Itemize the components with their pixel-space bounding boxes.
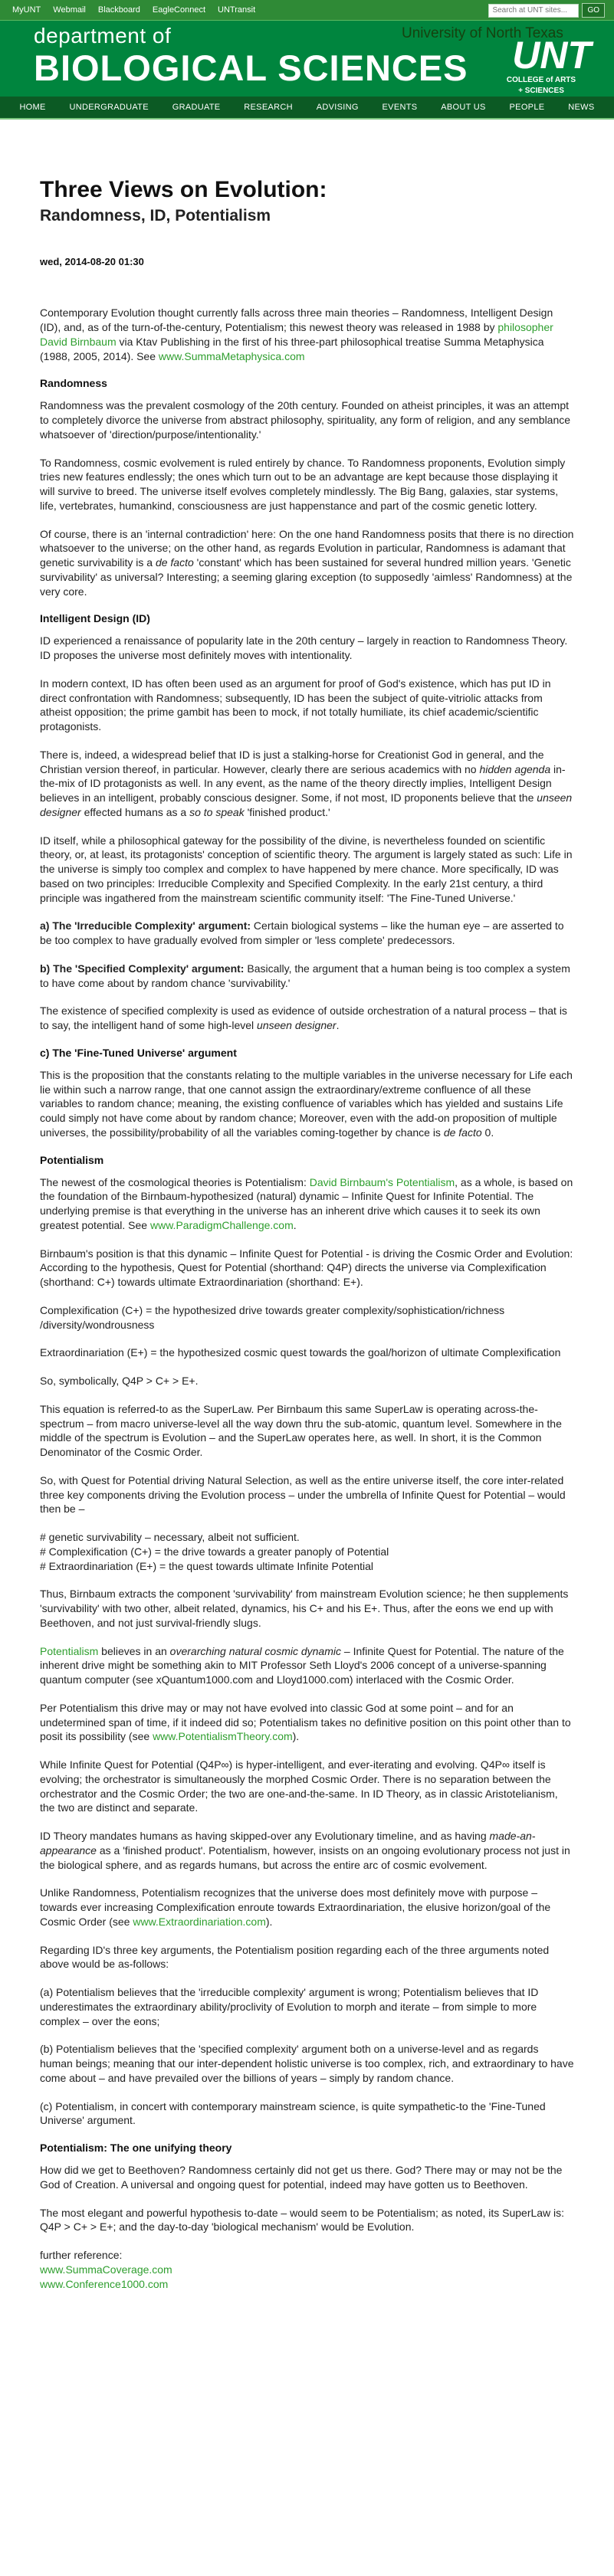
- paragraph: So, with Quest for Potential driving Natural Selection, as well as the entire universe itself, the core inter-related three key components driving the Evolution process – under the umbrella of Infinite Quest for Potential – would then be –: [40, 1473, 566, 1516]
- utility-link-untransit[interactable]: UNTransit: [218, 5, 256, 15]
- paragraph: ID itself, while a philosophical gateway for the possibility of the divine, is nevertheless founded on scientific theory, or, at least, its protagonists' conception of scientific theory. The argument is largely stated as such: Life in the universe is simply too complex and complex to have happened by mere chance. More specifically, ID was based on two principles: Irreducible Complexity and Specified Complexity. In the early 21st century, a third principle was ingathered from the mainstream scientific community itself: 'The Fine-Tuned Universe.': [40, 834, 573, 904]
- utility-links: [8, 4, 260, 16]
- paragraph: The most elegant and powerful hypothesis to-date – would seem to be Potentialism; as noted, its SuperLaw is: Q4P > C+ > E+; and the day-to-day 'biological mechanism' would be Evolution.: [40, 2206, 565, 2234]
- reference-link[interactable]: www.Conference1000.com: [40, 2277, 169, 2290]
- potentialism-link[interactable]: Potentialism: [40, 1644, 99, 1657]
- extraordinariation-link[interactable]: www.Extraordinariation.com: [133, 1915, 266, 1928]
- philosopher-link[interactable]: philosopher David Birnbaum: [40, 321, 553, 348]
- nav-undergraduate[interactable]: UNDERGRADUATE: [69, 103, 149, 112]
- page-subtitle: Randomness, ID, Potentialism: [40, 207, 271, 225]
- paragraph: There is, indeed, a widespread belief that ID is just a stalking-horse for Creationist God in general, and the Christian version thereof, in particular. However, clearly there are serious academics with no hidden agenda in-the-mix of ID protagonists as well. In any event, as the name of the theory directly implies, Intelligent Design believes in an intelligent, probably conscious designer. Some, if not most, ID proponents believe that the unseen designer effected humans as a so to speak 'finished product.': [40, 748, 573, 818]
- reference-item: [40, 2277, 574, 2292]
- nav-news[interactable]: NEWS: [568, 103, 595, 112]
- paragraph: In modern context, ID has often been used as an argument for proof of God's existence, which has put ID in direct confrontation with Randomness; subsequently, ID has been the subject of quite-vitriolic attacks from atheist opposition; the prime gambit has been to mock, if not totally humiliate, its chief academic/scientific protagonists.: [40, 677, 551, 733]
- university-name[interactable]: University of North Texas: [402, 25, 563, 41]
- search-box: [488, 3, 605, 18]
- page-title: Three Views on Evolution:: [40, 177, 327, 202]
- utility-link-blackboard[interactable]: Blackboard: [97, 5, 140, 15]
- site-header: [0, 20, 614, 97]
- unt-logo-letters: UNT: [512, 34, 591, 77]
- nav-research[interactable]: RESEARCH: [244, 103, 293, 112]
- paragraph: ID Theory mandates humans as having skipped-over any Evolutionary timeline, and as having made-an-appearance as a 'finished product'. Potentialism, however, insists on an ongoing evolutionary process not just in the biological sphere, and as regards humans, but across the entire arc of cosmic evolvement.: [40, 1830, 570, 1871]
- department-label: department of: [34, 24, 172, 48]
- post-date: wed, 2014-08-20 01:30: [40, 256, 144, 268]
- nav-advising[interactable]: ADVISING: [316, 103, 359, 112]
- paragraph: How did we get to Beethoven? Randomness certainly did not get us there. God? There may or may not be the God of Creation. A universal and ongoing quest for potential, indeed may have gotten us to Beethoven.: [40, 2164, 563, 2191]
- main-navigation: [0, 97, 614, 120]
- paragraph: This is the proposition that the constants relating to the multiple variables in the universe necessary for Life each lie within such a narrow range, that one cannot assign the extraordinary/extreme confluence of all these variables to random chance; meaning, the existing confluence of variables which has yielded and sustains Life could simply not have come about by random chance; Moreover, even with the add-on proposition of multiple universes, the possibility/probability of all the variables coming-together by chance is de facto 0.: [40, 1068, 573, 1139]
- utility-link-myunt[interactable]: MyUNT: [12, 5, 41, 15]
- unt-logo[interactable]: [491, 36, 591, 96]
- paragraph: Complexification (C+) = the hypothesized drive towards greater complexity/sophistication/richness /diversity/wondrousness: [40, 1303, 505, 1331]
- paragraph: Thus, Birnbaum extracts the component 'survivability' from mainstream Evolution science; he then supplements 'survivability' with two other, albeit related, dynamics, his C+ and his E+. Thus, after the eons we end up with Beethoven, and not just survival-friendly slugs.: [40, 1588, 569, 1629]
- paragraph: Per Potentialism this drive may or may not have evolved into classic God at some point – and for an undetermined span of time, if it indeed did so; Potentialism takes no definitive position on this point other than to posit its possibility (see www.PotentialismTheory.com).: [40, 1701, 571, 1743]
- further-reference: [40, 2248, 574, 2291]
- further-reference-label: further reference:: [40, 2249, 123, 2262]
- search-input[interactable]: [488, 4, 579, 18]
- paragraph: This equation is referred-to as the SuperLaw. Per Birnbaum this same SuperLaw is operating across-the-spectrum – from macro universe-level all the way down thru the sub-atomic, quantum level. Somewhere in the middle of the spectrum is Evolution – and the SuperLaw operates here, as well. In short, it is the Common Denominator of the Cosmic Order.: [40, 1402, 562, 1459]
- paragraph: Of course, there is an 'internal contradiction' here: On the one hand Randomness posits that there is no direction whatsoever to the universe; on the other hand, as regards Evolution in particular, Randomness is adamant that genetic survivability is a de facto 'constant' which has been sustained for several hundred million years. 'Genetic survivability' as universal? Interesting; a seeming glaring exception (to supposedly 'aimless' Randomness) at the very core.: [40, 527, 574, 598]
- article: [0, 120, 614, 2322]
- paragraph: So, symbolically, Q4P > C+ > E+.: [40, 1375, 199, 1388]
- section-heading: Randomness: [40, 377, 107, 390]
- college-name-line2: + SCIENCES: [518, 87, 564, 95]
- reference-links: [40, 2263, 574, 2292]
- paragraph: Randomness was the prevalent cosmology of the 20th century. Founded on atheist principles, it was an attempt to completely divorce the universe from abstract philosophy, spirituality, any form of religion, and any semblance whatsoever of 'direction/purpose/intentionality.': [40, 399, 571, 441]
- utility-bar: [0, 0, 614, 20]
- paragraph: The newest of the cosmological theories is Potentialism: David Birnbaum's Potentialism, as a whole, is based on the foundation of the Birnbaum-hypothesized (natural) dynamic – Infinite Quest for Infinite Potential. The underlying premise is that everything in the universe has an inherent drive which causes it to seek its own greatest potential. See www.ParadigmChallenge.com.: [40, 1175, 573, 1231]
- nav-home[interactable]: HOME: [19, 103, 46, 112]
- article-body: [40, 306, 574, 2234]
- paragraph: ID experienced a renaissance of popularity late in the 20th century – largely in reaction to Randomness Theory. ID proposes the universe most definitely moves with intentionality.: [40, 634, 568, 662]
- department-name[interactable]: BIOLOGICAL SCIENCES: [34, 48, 468, 88]
- section-heading: Intelligent Design (ID): [40, 612, 150, 625]
- section-heading: c) The 'Fine-Tuned Universe' argument: [40, 1046, 237, 1059]
- paragraph: The existence of specified complexity is used as evidence of outside orchestration of a natural process – that is to say, the intelligent hand of some high-level unseen designer.: [40, 1005, 567, 1032]
- paragraph: Unlike Randomness, Potentialism recognizes that the universe does most definitely move with purpose – towards ever increasing Complexification enroute towards Extraordinariation, the elusive horizon/goal of the Cosmic Order (see www.Extraordinariation.com).: [40, 1886, 551, 1928]
- birnbaums-potentialism-link[interactable]: David Birnbaum's Potentialism: [309, 1175, 455, 1188]
- paragraph: (a) Potentialism believes that the 'irreducible complexity' argument is wrong; Potentialism believes that ID underestimates the extraordinary ability/proclivity of Evolution to morph and iterate – from simple to more complex – over the eons;: [40, 1986, 539, 2027]
- utility-link-eagleconnect[interactable]: EagleConnect: [152, 5, 206, 15]
- section-heading: Potentialism: [40, 1153, 104, 1166]
- summa-metaphysica-link[interactable]: www.SummaMetaphysica.com: [158, 349, 305, 362]
- search-go-button[interactable]: GO: [582, 3, 605, 18]
- reference-item: [40, 2263, 574, 2277]
- potentialism-theory-link[interactable]: www.PotentialismTheory.com: [153, 1730, 293, 1743]
- paragraph: (b) Potentialism believes that the 'specified complexity' argument both on a universe-level and as regards human beings; meaning that our inter-dependent holistic universe is too complex, rich, and extraordinary to have come about – and have prevailed over the billions of years – simply by random chance.: [40, 2043, 574, 2084]
- paragraph: Regarding ID's three key arguments, the Potentialism position regarding each of the three arguments noted above would be as-follows:: [40, 1943, 550, 1971]
- paragraph: Birnbaum's position is that this dynamic – Infinite Quest for Potential - is driving the Cosmic Order and Evolution: According to the hypothesis, Quest for Potential (shorthand: Q4P) directs the universe via Complexification (shorthand: C+) towards ultimate Extraordinariation (shorthand: E+).: [40, 1247, 573, 1289]
- paragraph: b) The 'Specified Complexity' argument: Basically, the argument that a human being is too complex a system to have come about by random chance 'survivability.': [40, 962, 570, 989]
- nav-graduate[interactable]: GRADUATE: [172, 103, 221, 112]
- college-name-line1: COLLEGE of ARTS: [506, 76, 576, 84]
- nav-about-us[interactable]: ABOUT US: [441, 103, 486, 112]
- paragraph: a) The 'Irreducible Complexity' argument: Certain biological systems – like the human eye – are asserted to be too complex to have gradually evolved from simpler or 'less complete' predecessors.: [40, 919, 564, 947]
- utility-link-webmail[interactable]: Webmail: [53, 5, 86, 15]
- paradigm-challenge-link[interactable]: www.ParadigmChallenge.com: [150, 1218, 294, 1231]
- paragraph: To Randomness, cosmic evolvement is ruled entirely by chance. To Randomness proponents, Evolution simply tries new features endlessly; the ones which turn out to be an advantage are kept because those displaying it will survive to breed. The universe itself evolves completely mindlessly. The Big Bang, galaxies, star systems, life, vertebrates, humankind, consciousness are just happenstance and part of the cosmic genetic lottery.: [40, 456, 566, 512]
- paragraph: Potentialism believes in an overarching natural cosmic dynamic – Infinite Quest for Potential. The nature of the inherent drive might be something akin to MIT Professor Seth Lloyd's 2006 concept of a universe-spanning quantum computer (see xQuantum1000.com and Lloyd1000.com) interlaced with the Cosmic Order.: [40, 1644, 564, 1686]
- paragraph: Extraordinariation (E+) = the hypothesized cosmic quest towards the goal/horizon of ultimate Complexification: [40, 1346, 561, 1359]
- section-heading: Potentialism: The one unifying theory: [40, 2142, 232, 2155]
- nav-people[interactable]: PEOPLE: [509, 103, 545, 112]
- paragraph: While Infinite Quest for Potential (Q4P∞) is hyper-intelligent, and ever-iterating and evolving. Q4P∞ itself is evolving; the orchestrator is simultaneously the morphed Cosmic Order. There is no separation between the orchestrator and the Cosmic Order; the two are one-and-the-same. In ID Theory, as in classic Aristotelianism, the two are distinct and separate.: [40, 1758, 558, 1814]
- nav-events[interactable]: EVENTS: [382, 103, 418, 112]
- paragraph: Contemporary Evolution thought currently falls across three main theories – Randomness, Intelligent Design (ID), and, as of the turn-of-the-century, Potentialism; this newest theory was released in 1988 by philosopher David Birnbaum via Ktav Publishing in the first of his three-part philosophical treatise Summa Metaphysica (1988, 2005, 2014). See www.SummaMetaphysica.com: [40, 306, 553, 362]
- paragraph: # genetic survivability – necessary, albeit not sufficient. # Complexification (C+) = the drive towards a greater panoply of Potential # Extraordinariation (E+) = the quest towards ultimate Infinite Potential: [40, 1531, 389, 1572]
- reference-link[interactable]: www.SummaCoverage.com: [40, 2263, 172, 2276]
- paragraph: (c) Potentialism, in concert with contemporary mainstream science, is quite sympathetic-to the 'Fine-Tuned Universe' argument.: [40, 2099, 546, 2127]
